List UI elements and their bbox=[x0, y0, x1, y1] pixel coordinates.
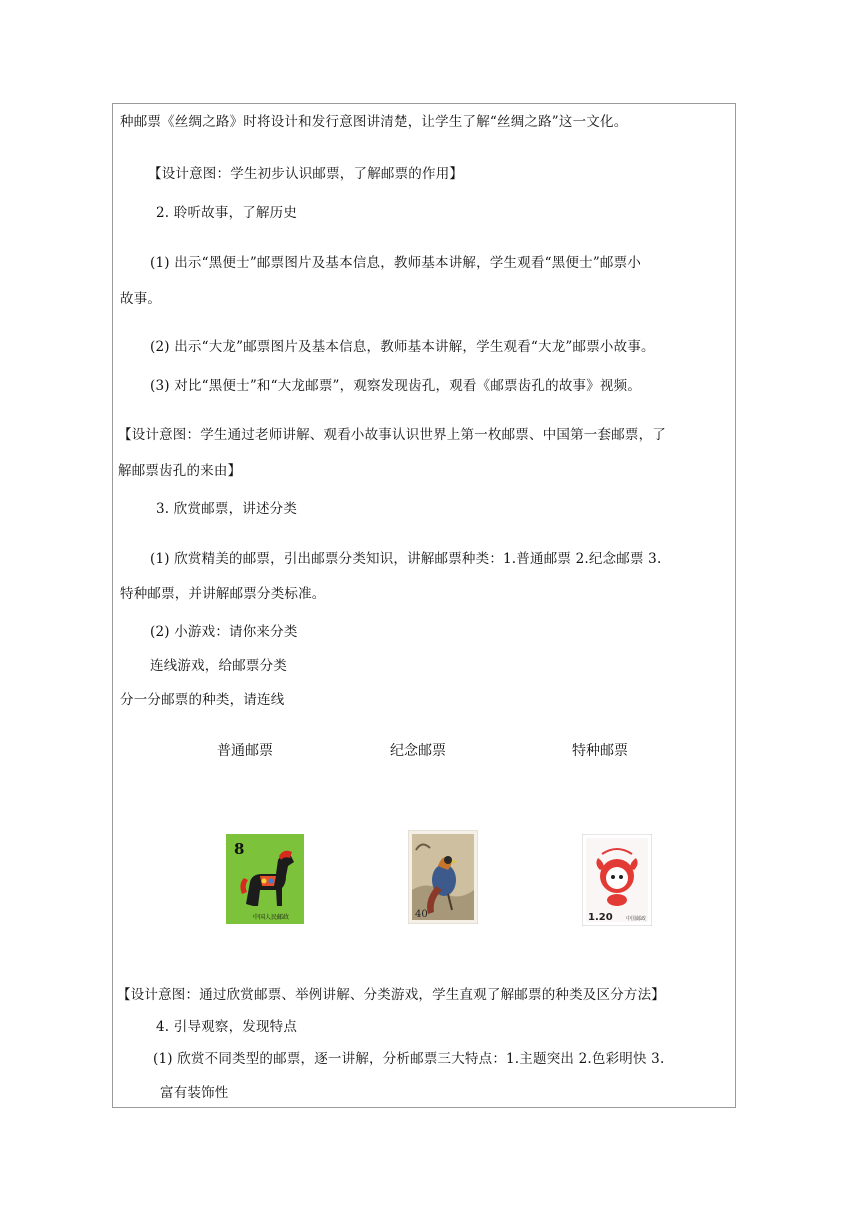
category-label-regular: 普通邮票 bbox=[217, 743, 273, 759]
design-intent-2: 【设计意图：学生通过老师讲解、观看小故事认识世界上第一枚邮票、中国第一套邮票，了 bbox=[118, 427, 666, 443]
text-line: 富有装饰性 bbox=[160, 1085, 229, 1101]
text-line: (1) 欣赏不同类型的邮票，逐一讲解，分析邮票三大特点：1.主题突出 2.色彩明快 3. bbox=[153, 1051, 665, 1067]
mascot-stamp-text: 中国邮政 bbox=[626, 916, 647, 922]
mascot-stamp-value: 1.20 bbox=[588, 912, 613, 923]
text-line: 分一分邮票的种类，请连线 bbox=[120, 692, 285, 708]
section-heading-2: 2. 聆听故事，了解历史 bbox=[156, 205, 298, 221]
text-line: 解邮票齿孔的来由】 bbox=[118, 463, 242, 479]
text-line: 特种邮票，并讲解邮票分类标准。 bbox=[120, 586, 326, 602]
text-line: (2) 出示“大龙”邮票图片及基本信息，教师基本讲解，学生观看“大龙”邮票小故事。 bbox=[150, 339, 655, 355]
bird-stamp-image bbox=[408, 830, 478, 924]
design-intent-1: 【设计意图：学生初步认识邮票，了解邮票的作用】 bbox=[148, 166, 464, 182]
text-line: 连线游戏，给邮票分类 bbox=[150, 658, 287, 674]
text-line: 故事。 bbox=[120, 291, 162, 307]
text-line: (1) 出示“黑便士”邮票图片及基本信息，教师基本讲解，学生观看“黑便士”邮票小 bbox=[150, 255, 642, 271]
mascot-stamp-image bbox=[582, 834, 652, 926]
horse-stamp-image bbox=[224, 832, 306, 926]
section-heading-3: 3. 欣赏邮票，讲述分类 bbox=[156, 501, 298, 517]
text-line: (3) 对比“黑便士”和“大龙邮票”，观察发现齿孔，观看《邮票齿孔的故事》视频。 bbox=[150, 378, 642, 394]
horse-stamp-text: 中国人民邮政 bbox=[253, 914, 290, 921]
design-intent-3: 【设计意图：通过欣赏邮票、举例讲解、分类游戏，学生直观了解邮票的种类及区分方法】 bbox=[117, 987, 665, 1003]
text-line: 种邮票《丝绸之路》时将设计和发行意图讲清楚，让学生了解“丝绸之路”这一文化。 bbox=[120, 114, 628, 130]
category-label-commemorative: 纪念邮票 bbox=[390, 743, 446, 759]
text-line: (2) 小游戏：请你来分类 bbox=[150, 624, 298, 640]
bird-stamp-value: 40 bbox=[415, 909, 428, 920]
text-line: (1) 欣赏精美的邮票，引出邮票分类知识，讲解邮票种类：1.普通邮票 2.纪念邮票 3. bbox=[150, 551, 662, 567]
section-heading-4: 4. 引导观察，发现特点 bbox=[156, 1019, 298, 1035]
horse-stamp-value: 8 bbox=[234, 840, 245, 858]
category-label-special: 特种邮票 bbox=[572, 743, 628, 759]
